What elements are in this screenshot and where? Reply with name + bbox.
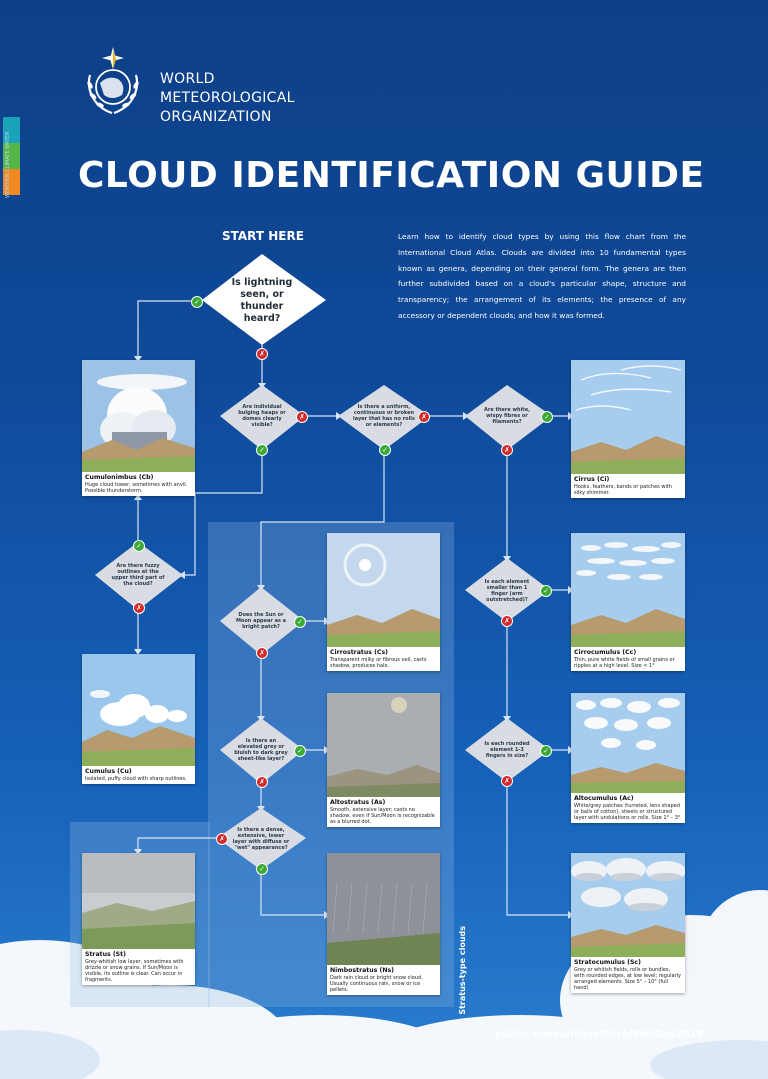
cloud-name: Cirrocumulus (Cc) bbox=[574, 649, 637, 656]
cloud-caption bbox=[571, 793, 685, 823]
yes-check-icon: ✓ bbox=[294, 616, 306, 628]
cloud-description: Transparent milky or fibrous veil, casts shadow, produces halo. bbox=[330, 657, 427, 669]
cloud-name: Altocumulus (Ac) bbox=[574, 795, 634, 802]
cloud-card-ci bbox=[571, 360, 685, 498]
nimbostratus-illustration bbox=[327, 853, 440, 965]
stratus-illustration bbox=[82, 853, 195, 949]
cloud-description: Grey or whitish fields, rolls or bundles, with rounded edges, at low level; regularly arranged elements. Size 5° – 10° (full hand) bbox=[574, 967, 681, 991]
altocumulus-illustration bbox=[571, 693, 685, 793]
no-cross-icon: ✗ bbox=[501, 775, 513, 787]
org-name-line: METEOROLOGICAL bbox=[160, 90, 295, 106]
cloud-description: White/grey patches (turreted, lens shaped or balls of cotton), sheets or structured layer with undulations or rolls. Size 1° – 3° bbox=[574, 803, 681, 821]
cloud-description: Dark rain cloud or bright snow cloud. Usually continuous rain, snow or ice pellets. bbox=[330, 975, 423, 993]
question-q10: Is each rounded element 1-3 fingers in size? bbox=[484, 741, 530, 759]
yes-check-icon: ✓ bbox=[256, 444, 268, 456]
cloud-caption bbox=[571, 957, 685, 993]
cirrocumulus-illustration bbox=[571, 533, 685, 647]
cloud-caption bbox=[327, 797, 440, 827]
cloud-name: Cirrus (Ci) bbox=[574, 476, 610, 483]
org-name-line: WORLD bbox=[160, 71, 215, 87]
cloud-card-cb bbox=[82, 360, 195, 496]
start-label: START HERE bbox=[222, 229, 304, 243]
yes-check-icon: ✓ bbox=[379, 444, 391, 456]
cloud-caption bbox=[327, 965, 440, 995]
cirrus-illustration bbox=[571, 360, 685, 474]
website-link[interactable]: public.wmo.int/en/WorldMetDay2017 bbox=[495, 1029, 704, 1040]
cloud-name: Altostratus (As) bbox=[330, 799, 386, 806]
question-q7: Is there an elevated grey or bluish to dark grey sheet-like layer? bbox=[234, 738, 288, 762]
no-cross-icon: ✗ bbox=[256, 348, 268, 360]
cloud-description: Isolated, puffy cloud with sharp outlines. bbox=[85, 776, 187, 782]
yes-check-icon: ✓ bbox=[541, 411, 553, 423]
cloud-description: Huge cloud tower, sometimes with anvil. Possible thunderstorm. bbox=[85, 482, 188, 494]
side-tab-label: WEATHER CLIMATE WATER bbox=[5, 131, 11, 198]
no-cross-icon: ✗ bbox=[256, 647, 268, 659]
cloud-description: Smooth, extensive layer; casts no shadow, even if Sun/Moon is recognizable as a blurred dot. bbox=[330, 807, 435, 825]
question-q8: Is there a dense, extensive, lower layer with diffuse or "wet" appearance? bbox=[232, 827, 290, 851]
cloud-name: Stratocumulus (Sc) bbox=[574, 959, 641, 966]
question-q9: Is each element smaller than 1 finger (arm outstretched)? bbox=[484, 579, 530, 603]
question-q5: Are there fuzzy outlines at the upper third part of the cloud? bbox=[111, 563, 165, 587]
intro-text: Learn how to identify cloud types by using this flow chart from the International Cloud Atlas. Clouds are divided into 10 fundamental types known as genera, depending on their general form. The genera are then further subdivided based on a cloud's particular shape, structure and transparency; the arrangement of its elements; the presence of any accessory or dependent clouds; and how it was formed. bbox=[398, 232, 686, 320]
cloud-card-cc bbox=[571, 533, 685, 671]
cumulonimbus-illustration bbox=[82, 360, 195, 472]
org-name-line: ORGANIZATION bbox=[160, 109, 272, 125]
cloud-card-ns bbox=[327, 853, 440, 995]
cloud-caption bbox=[82, 472, 195, 496]
question-q3: Is there a uniform, continuous or broken layer that has no rolls or elements? bbox=[353, 404, 415, 428]
no-cross-icon: ✗ bbox=[501, 615, 513, 627]
cloud-name: Nimbostratus (Ns) bbox=[330, 967, 395, 974]
cloud-name: Cumulus (Cu) bbox=[85, 768, 132, 775]
cloud-caption bbox=[327, 647, 440, 671]
cumulus-illustration bbox=[82, 654, 195, 766]
yes-check-icon: ✓ bbox=[191, 296, 203, 308]
cirrostratus-illustration bbox=[327, 533, 440, 647]
cloud-caption bbox=[571, 647, 685, 671]
cloud-description: Hooks, feathers, bands or patches with silky shimmer. bbox=[574, 484, 672, 496]
cloud-description: Thin, pure white fields of small grains or ripples at a high level. Size < 1° bbox=[574, 657, 675, 669]
question-q2: Are individual bulging heaps or domes clearly visible? bbox=[238, 404, 286, 428]
no-cross-icon: ✗ bbox=[418, 411, 430, 423]
cloud-name: Cirrostratus (Cs) bbox=[330, 649, 388, 656]
no-cross-icon: ✗ bbox=[296, 411, 308, 423]
stratus-group-label: Stratus-type clouds bbox=[458, 926, 467, 1015]
altostratus-illustration bbox=[327, 693, 440, 797]
cloud-card-cs bbox=[327, 533, 440, 671]
no-cross-icon: ✗ bbox=[256, 776, 268, 788]
question-q1: Is lightning seen, or thunder heard? bbox=[231, 277, 293, 324]
no-cross-icon: ✗ bbox=[133, 602, 145, 614]
cloud-card-cu bbox=[82, 654, 195, 784]
cloud-card-st bbox=[82, 853, 195, 985]
page-title: CLOUD IDENTIFICATION GUIDE bbox=[78, 155, 705, 196]
cloud-name: Cumulonimbus (Cb) bbox=[85, 474, 154, 481]
no-cross-icon: ✗ bbox=[501, 444, 513, 456]
cloud-caption bbox=[82, 766, 195, 784]
yes-check-icon: ✓ bbox=[294, 745, 306, 757]
cloud-name: Stratus (St) bbox=[85, 951, 126, 958]
no-cross-icon: ✗ bbox=[216, 833, 228, 845]
question-q4: Are there white, wispy fibres or filaments? bbox=[484, 407, 530, 425]
stratocumulus-illustration bbox=[571, 853, 685, 957]
yes-check-icon: ✓ bbox=[540, 745, 552, 757]
yes-check-icon: ✓ bbox=[133, 540, 145, 552]
cloud-card-sc bbox=[571, 853, 685, 993]
yes-check-icon: ✓ bbox=[540, 585, 552, 597]
cloud-card-as bbox=[327, 693, 440, 827]
question-q6: Does the Sun or Moon appear as a bright patch? bbox=[235, 612, 287, 630]
yes-check-icon: ✓ bbox=[256, 863, 268, 875]
cloud-caption bbox=[82, 949, 195, 985]
cloud-card-ac bbox=[571, 693, 685, 823]
cloud-description: Grey-whitish low layer, sometimes with drizzle or snow grains. If Sun/Moon is visible, its outline is clear. Can occur in fragments. bbox=[85, 959, 184, 983]
cloud-caption bbox=[571, 474, 685, 498]
